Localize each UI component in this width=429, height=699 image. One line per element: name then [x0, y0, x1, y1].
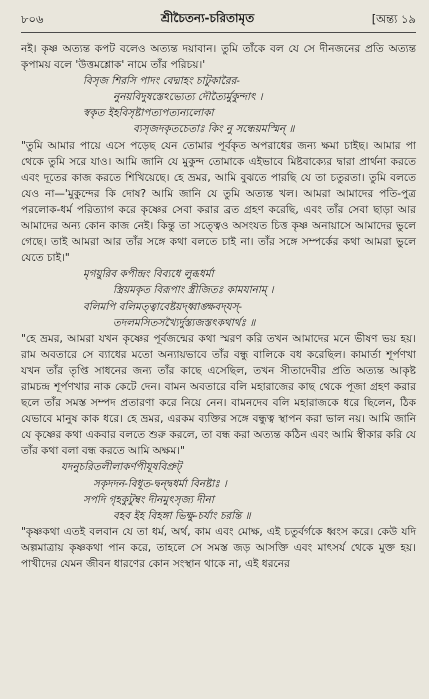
book-title: শ্রীচৈতন্য-চরিতামৃত [160, 11, 255, 25]
paragraph: "হে ভ্রমর, আমরা যখন কৃষ্ণের পূর্বজন্মের কথা স্মরণ করি তখন আমাদের মনে ভীষণ ভয় হয়। রাম অবতারে সে ব্যাধের মতো অন্যায়ভাবে তাঁর বন্ধু বালিকে বধ করেছিল। কামার্তা শূর্পণখা যখন তাঁর তৃপ্তি সাধনের জন্য তাঁর কাছে এসেছিল, তখন সীতাদেবীর প্রতি অত্যন্ত আকৃষ্ট রামচন্দ্র শূর্পণখার নাক কেটে দেন। বামন অবতারে বলি মহারাজের কাছ থেকে পূজা গ্রহণ করার ছলে তাঁর সমস্ত সম্পদ প্রতারণা করে নিয়ে নেন। বামনদেব বলি মহারাজকে ধরে ছিলেন, ঠিক যেভাবে মানুষ কাক ধরে। হে ভ্রমর, এরকম ব্যক্তির সঙ্গে বন্ধুত্ব স্থাপন করা ভাল নয়। আমি জানি যে কৃষ্ণের কথা একবার বলতে শুরু করলে, তা বন্ধ করা অত্যন্ত কঠিন এবং আমি স্বীকার করি যে তাঁর কথা বলা বন্ধ করতে আমি অক্ষম।" [21, 332, 416, 458]
page-body [21, 41, 416, 572]
verse-line: যদনুচরিতলীলাকর্ণপীযূষবিপ্রুট্ [61, 461, 182, 474]
verse-line: স্বকৃত ইহবিসৃষ্টাপত্যপত্যন্যলোকা [83, 107, 214, 120]
paragraph: "কৃষ্ণকথা এতই বলবান যে তা ধর্ম, অর্থ, কাম এবং মোক্ষ, এই চতুর্বর্গকে ধ্বংস করে। কেউ যদি অল্পমাত্রায় কৃষ্ণকথা পান করে, তাহলে সে সমস্ত জড় আসক্তি এবং মাৎসর্য থেকে মুক্ত হয়। পাখীদের যেমন জীবন ধারণের কোন সংস্থান থাকে না, এই ধরনের [21, 525, 416, 570]
verse-line: মৃগয়ুরিব কপীন্দ্রং বিব্যধে লুব্ধধর্মা [83, 268, 214, 281]
verse-line: তদলমসিতসখ্যৈর্দুস্ত্যজস্তৎকথার্থঃ ॥ [113, 316, 256, 329]
verse-line: বিসৃজ শিরসি পাদং বেদ্মাহং চাটুকারৈর- [83, 75, 240, 88]
verse-line: বলিমপি বলিমত্ত্বাবেষ্টয়দ্ধ্বাঙ্ক্ষবদ্‌যস্- [83, 300, 243, 313]
page-number: ৮০৬ [21, 12, 44, 26]
verse-line: নুনয়বিদুষস্তেঽভ্যেত্য দৌত্যৈর্মুকুন্দাৎ । [113, 91, 263, 104]
verse-line: ব্যসৃজদকৃতচেতাঃ কিং নু সন্ধেয়মস্মিন্ ॥ [133, 123, 295, 136]
running-header [21, 10, 416, 33]
verse-line: সপদি গৃহকুটুম্বং দীনমুৎসৃজ্য দীনা [83, 493, 214, 506]
verse-line: সকৃদদন-বিধূত-দ্বন্দ্বধর্মা বিনষ্টাঃ । [93, 477, 227, 490]
section-label: [অন্ত্য ১৯ [371, 12, 416, 26]
verse-line: বহব ইহ বিহঙ্গা ভিক্ষু-চর্যাং চরন্তি ॥ [113, 509, 251, 522]
paragraph: নই। কৃষ্ণ অত্যন্ত কপট বলেও অত্যন্ত দয়াবান। তুমি তাঁকে বল যে সে দীনজনের প্রতি অত্যন্ত কৃপাময় বলে 'উত্তমশ্লোক' নামে তাঁর পরিচয়।' [21, 43, 416, 72]
paragraph: "তুমি আমার পায়ে এসে পড়েছ যেন তোমার পূর্বকৃত অপরাধের জন্য ক্ষমা চাইছ। আমার পা থেকে তুমি সরে যাও। আমি জানি যে মুকুন্দ তোমাকে এইভাবে মিষ্টবাক্যের দ্বারা প্রার্থনা করতে এবং দূতের কাজ করতে শিখিয়েছে। হে ভ্রমর, আমি বুঝতে পারছি যে তা চতুরতা। তুমি বলতে যেও না—'মুকুন্দের কি দোষ? আমি জানি যে তুমি অত্যন্ত খল। আমরা আমাদের পতি-পুত্র পরলোক-ধর্ম পরিত্যাগ করে কৃষ্ণের সেবা করার ব্রত গ্রহণ করেছি, এবং তাঁর সেবা ছাড়া আর আমাদের অন্য কোন কাজ নেই। কিন্তু তা সত্ত্বেও অসংযত চিত্ত কৃষ্ণ অনায়াসে আমাদের ভুলে গেছে। তাই আমরা আর তাঁর সঙ্গে কথা বলতে চাই না। তাঁর সঙ্গে সম্পর্কের কথা আমরা ভুলে যেতে চাই।" [21, 139, 416, 265]
verse-line: স্ত্রিয়মকৃত বিরূপাং স্ত্রীজিতঃ কামযানাম্ । [113, 284, 274, 297]
